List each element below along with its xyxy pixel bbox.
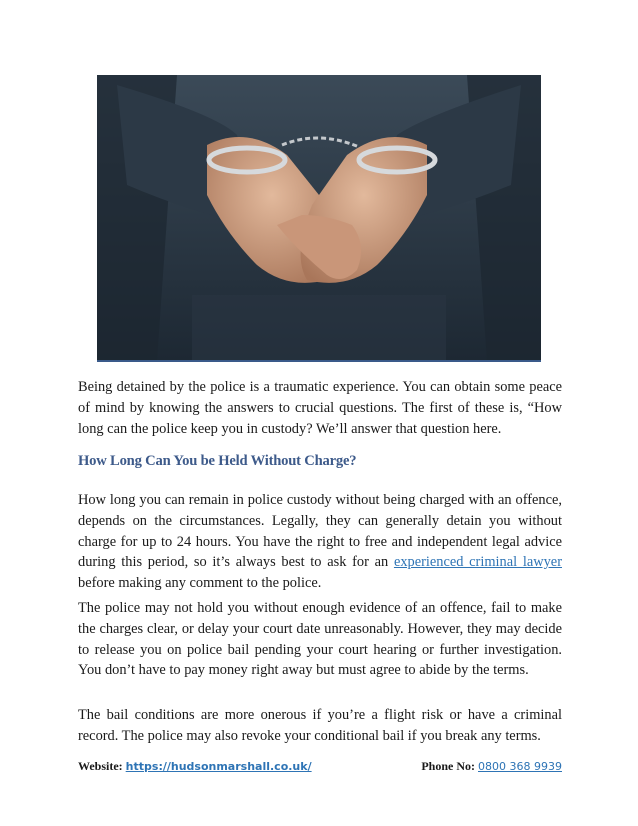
intro-paragraph: Being detained by the police is a traumatic experience. You can obtain some peace of mind by knowing the answers to crucial questions. The first of these is, “How long can the police keep you in custody? We’ll answer that question here. [78,379,562,437]
handcuffed-hands-photo [97,75,541,360]
website-label: Website: [78,759,126,773]
section-heading: How Long Can You be Held Without Charge? [78,453,357,469]
police-bail-paragraph: The police may not hold you without enough evidence of an offence, fail to make the charges clear, or delay your court date unreasonably. However, they may decide to release you on police bail pending your court hearing or further investigation. You don’t have to pay money right away but must agree to abide by the terms. [78,600,562,679]
bail-conditions-paragraph: The bail conditions are more onerous if you’re a flight risk or have a criminal record. The police may also revoke your conditional bail if you break any terms. [78,707,562,744]
paragraph-text-before-link: How long you can remain in police custody without being charged with an offence, depends on the circumstances. Legally, they can generally detain you without charge for up to 24 hours. You have the right to free and independent legal advice during this period, so it’s always best to ask for an [78,492,562,571]
handcuffs-illustration [97,75,541,360]
criminal-lawyer-link[interactable]: experienced criminal lawyer [393,554,562,571]
image-underline-rule [97,360,541,362]
phone-number-link[interactable]: 0800 368 9939 [478,760,562,773]
website-link[interactable]: https://hudsonmarshall.co.uk/ [125,760,312,773]
page-footer [78,759,562,774]
custody-duration-paragraph [78,490,562,594]
paragraph-text-after-link: before making any comment to the police. [78,575,322,592]
phone-contact [421,759,562,774]
phone-label: Phone No: [421,759,479,773]
